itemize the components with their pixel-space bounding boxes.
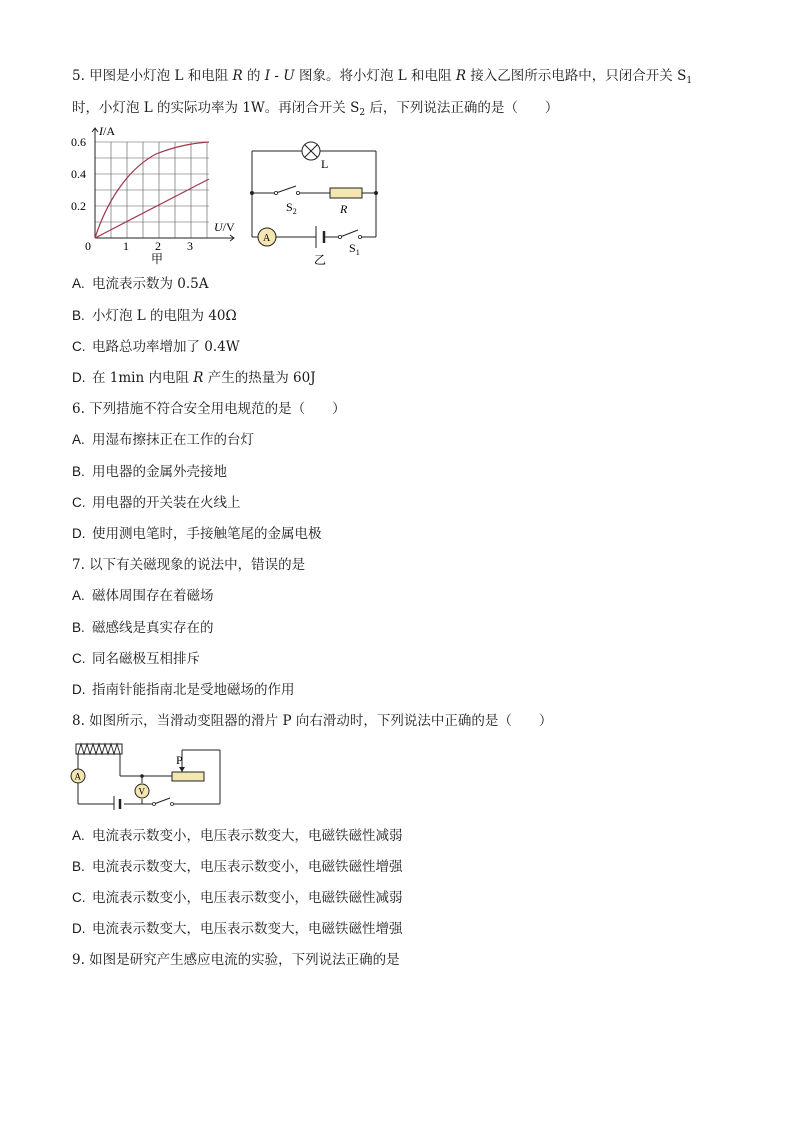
battery-icon	[316, 226, 324, 248]
q6-stem: 6. 下列措施不符合安全用电规范的是（ ）	[72, 401, 346, 417]
option-label: B.	[72, 859, 85, 874]
y-tick-0.4: 0.4	[71, 167, 86, 181]
slider-p-icon	[179, 767, 185, 772]
lamp-icon	[302, 142, 320, 160]
x-tick-1: 1	[123, 239, 129, 253]
q5-text: -	[270, 68, 284, 84]
y-tick-0.6: 0.6	[71, 135, 86, 149]
option-text: 磁体周围存在着磁场	[92, 588, 214, 604]
option-text: 小灯泡 L 的电阻为 40Ω	[92, 308, 237, 324]
option-label: D.	[72, 682, 86, 697]
origin-label: 0	[85, 239, 91, 253]
option-label: A.	[72, 432, 85, 447]
q6-option-c[interactable]	[72, 493, 241, 513]
q5-text: 图象。将小灯泡 L 和电阻	[294, 68, 456, 84]
option-label: C.	[72, 495, 86, 510]
option-text: 用电器的开关装在火线上	[92, 495, 241, 511]
q7-option-a[interactable]	[72, 586, 214, 606]
s2-label: $S_2$	[286, 200, 297, 216]
resistor-label: R	[340, 202, 348, 216]
option-label: B.	[72, 308, 85, 323]
option-text: 用电器的金属外壳接地	[92, 464, 227, 480]
option-var-r: R	[193, 370, 204, 386]
iu-graph	[66, 122, 246, 268]
option-text: 指南针能指南北是受地磁场的作用	[92, 682, 295, 698]
option-text: 电流表示数为 0.5A	[92, 276, 209, 292]
q5-stem-line1	[72, 66, 692, 91]
option-label: C.	[72, 339, 86, 354]
q6-option-b[interactable]	[72, 462, 227, 482]
q5-text: 接入乙图所示电路中，只闭合开关 S	[465, 68, 687, 84]
q5-text: 时，小灯泡 L 的实际功率为 1W。再闭合开关 S	[72, 100, 360, 116]
x-tick-3: 3	[187, 239, 193, 253]
q6-option-a[interactable]	[72, 430, 254, 450]
option-label: A.	[72, 828, 85, 843]
circuit-caption: 乙	[314, 253, 327, 267]
graph-caption: 甲	[151, 252, 164, 266]
rheostat-icon	[172, 772, 204, 781]
q7-option-b[interactable]	[72, 618, 214, 638]
q8-option-a[interactable]	[72, 826, 403, 846]
option-label: D.	[72, 921, 86, 936]
option-text: 电流表示数变小，电压表示数变小，电磁铁磁性减弱	[92, 890, 403, 906]
option-text: 使用测电笔时，手接触笔尾的金属电极	[92, 526, 322, 542]
q5-var-r: R	[455, 68, 466, 84]
q5-var-i: I	[264, 68, 271, 84]
option-label: C.	[72, 890, 86, 905]
q8-option-c[interactable]	[72, 888, 403, 908]
option-text: 同名磁极互相排斥	[92, 651, 200, 667]
slider-p-label: P	[176, 753, 183, 767]
option-text: 在 1min 内电阻	[92, 370, 194, 386]
q7-stem: 7. 以下有关磁现象的说法中，错误的是	[72, 557, 306, 573]
option-text: 电流表示数变小，电压表示数变大，电磁铁磁性减弱	[92, 828, 403, 844]
q5-var-r: R	[232, 68, 243, 84]
q7-option-d[interactable]	[72, 680, 295, 700]
option-text: 电路总功率增加了 0.4W	[92, 339, 240, 355]
circuit-yi	[246, 140, 386, 268]
q5-stem-line2	[72, 98, 558, 123]
option-text: 用湿布擦抹正在工作的台灯	[92, 432, 254, 448]
voltmeter-label: V	[138, 786, 145, 797]
q5-subscript: 1	[686, 76, 693, 86]
option-label: A.	[72, 588, 85, 603]
s1-label: $S_1$	[349, 241, 360, 257]
option-text: 磁感线是真实存在的	[92, 620, 214, 636]
ammeter-label: A	[263, 233, 271, 244]
option-text: 产生的热量为 60J	[203, 370, 316, 386]
option-label: A.	[72, 276, 85, 291]
y-axis-label: I/A	[99, 124, 115, 138]
lamp-label: L	[321, 157, 329, 171]
option-label: D.	[72, 370, 86, 385]
q5-text: 的	[242, 68, 265, 84]
circuit-q8	[70, 738, 226, 810]
option-label: C.	[72, 651, 86, 666]
y-tick-0.2: 0.2	[71, 199, 86, 213]
q5-subscript: 2	[359, 108, 366, 118]
option-text: 电流表示数变大，电压表示数变小，电磁铁磁性增强	[92, 859, 403, 875]
resistor-icon	[330, 188, 362, 198]
x-tick-2: 2	[155, 239, 161, 253]
option-text: 电流表示数变大，电压表示数变大，电磁铁磁性增强	[92, 921, 403, 937]
q8-option-d[interactable]	[72, 919, 403, 939]
ammeter-label: A	[74, 771, 81, 782]
q5-text: 后，下列说法正确的是（ ）	[365, 100, 559, 116]
battery-icon	[114, 796, 120, 810]
q5-var-u: U	[283, 68, 295, 84]
option-label: B.	[72, 464, 85, 479]
q8-option-b[interactable]	[72, 857, 403, 877]
q5-option-b[interactable]	[72, 306, 237, 326]
q9-stem: 9. 如图是研究产生感应电流的实验，下列说法正确的是	[72, 952, 400, 968]
q5-text: 5. 甲图是小灯泡 L 和电阻	[72, 68, 233, 84]
q5-option-d[interactable]	[72, 368, 316, 388]
q5-option-c[interactable]	[72, 337, 240, 357]
q8-stem: 8. 如图所示，当滑动变阻器的滑片 P 向右滑动时，下列说法中正确的是（ ）	[72, 713, 553, 729]
q6-option-d[interactable]	[72, 524, 322, 544]
resistor-line	[95, 179, 209, 238]
option-label: D.	[72, 526, 86, 541]
q5-option-a[interactable]	[72, 274, 209, 294]
option-label: B.	[72, 620, 85, 635]
x-axis-label: U/V	[214, 220, 235, 234]
q7-option-c[interactable]	[72, 649, 200, 669]
